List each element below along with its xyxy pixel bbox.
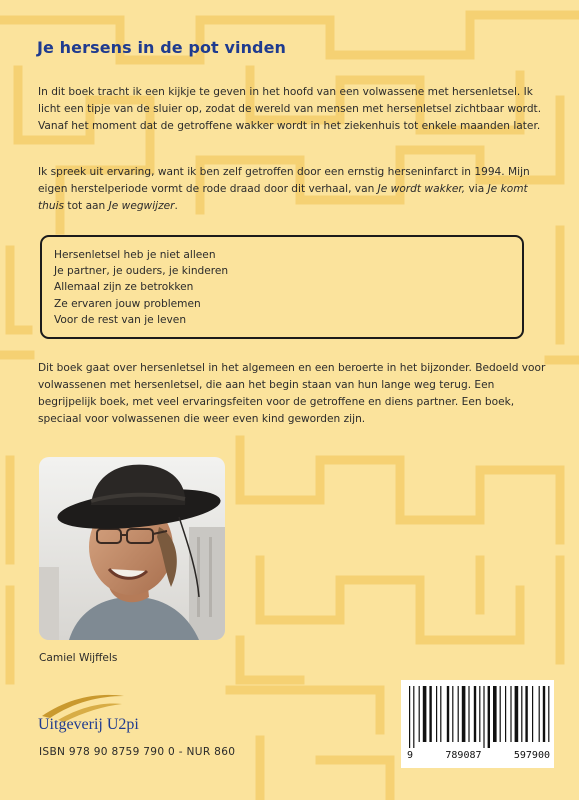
barcode-bar xyxy=(474,686,476,742)
barcode-bar xyxy=(429,686,431,742)
author-name: Camiel Wijffels xyxy=(39,652,118,664)
experience-text-2: via xyxy=(465,183,488,195)
barcode-bar xyxy=(447,686,449,742)
barcode-bar xyxy=(409,686,410,748)
barcode-digit-first: 9 xyxy=(407,750,414,761)
barcode-bar xyxy=(548,686,549,742)
barcode-bar xyxy=(532,686,533,742)
barcode-bar xyxy=(521,686,522,742)
barcode-digit-group-left: 789087 xyxy=(445,750,482,761)
barcode-digits xyxy=(407,750,550,761)
poem-line: Je partner, je ouders, je kinderen xyxy=(54,265,229,278)
poem-line: Voor de rest van je leven xyxy=(54,313,187,326)
isbn-line: ISBN 978 90 8759 790 0 - NUR 860 xyxy=(39,746,236,758)
barcode-bar xyxy=(488,686,490,748)
barcode-bar xyxy=(500,686,501,742)
publisher-name: Uitgeverij U2pi xyxy=(38,716,139,733)
barcode-bar xyxy=(539,686,540,742)
barcode-bar xyxy=(462,686,466,742)
barcode-bar xyxy=(479,686,480,742)
barcode-bar xyxy=(468,686,469,742)
poem-line: Allemaal zijn ze betrokken xyxy=(54,281,194,294)
chapter-title-2: Je komt thuis xyxy=(38,183,528,212)
barcode-bar xyxy=(510,686,511,742)
poem xyxy=(54,247,228,328)
barcode-bar xyxy=(413,686,414,748)
chapter-title-3: Je wegwijzer xyxy=(108,200,175,212)
barcode-bar xyxy=(458,686,459,742)
barcode-digit-group-right: 597900 xyxy=(513,750,550,761)
barcode-bar xyxy=(493,686,497,742)
barcode-bar xyxy=(525,686,527,742)
chapter-title-1: Je wordt wakker, xyxy=(377,183,466,195)
experience-text-4: . xyxy=(174,200,178,212)
intro-paragraph: In dit boek tracht ik een kijkje te geven in het hoofd van een volwassene met hersenletsel. Ik licht een tipje van de sluier op, zodat de wereld van mensen met hersenletsel zichtbaar wordt. Vanaf het moment dat de getroffene wakker wordt in het ziekenhuis tot enkele maanden later. xyxy=(38,86,542,132)
barcode-bar xyxy=(505,686,506,742)
barcode-bar xyxy=(515,686,519,742)
barcode-bars xyxy=(405,686,550,748)
barcode-bar xyxy=(436,686,437,742)
barcode xyxy=(401,680,554,768)
experience-text-1: Ik spreek uit ervaring, want ik ben zelf getroffen door een ernstig herseninfarct in 1994. Mijn eigen herstelperiode vormt de rode draad door dit verhaal, van xyxy=(38,166,530,195)
barcode-bar xyxy=(423,686,427,742)
poem-box xyxy=(40,235,524,339)
experience-text-3: tot aan xyxy=(64,200,109,212)
poem-line: Hersenletsel heb je niet alleen xyxy=(54,249,216,261)
barcode-bar xyxy=(543,686,545,742)
author-photo xyxy=(39,457,225,640)
book-title: Je hersens in de pot vinden xyxy=(37,38,287,57)
barcode-bar xyxy=(483,686,484,748)
barcode-bar xyxy=(452,686,453,742)
barcode-bar xyxy=(440,686,441,742)
barcode-bar xyxy=(419,686,420,742)
poem-line: Ze ervaren jouw problemen xyxy=(54,297,201,310)
experience-paragraph xyxy=(38,164,548,215)
summary-paragraph: Dit boek gaat over hersenletsel in het algemeen en een beroerte in het bijzonder. Bedoeld voor volwassenen met hersenletsel, die aan het begin staan van hun lange weg terug. Een begrijpelijk boek, met veel ervaringsfeiten voor de getroffene en diens partner. Een boek, speciaal voor volwassenen die weer even kind geworden zijn. xyxy=(38,362,546,425)
